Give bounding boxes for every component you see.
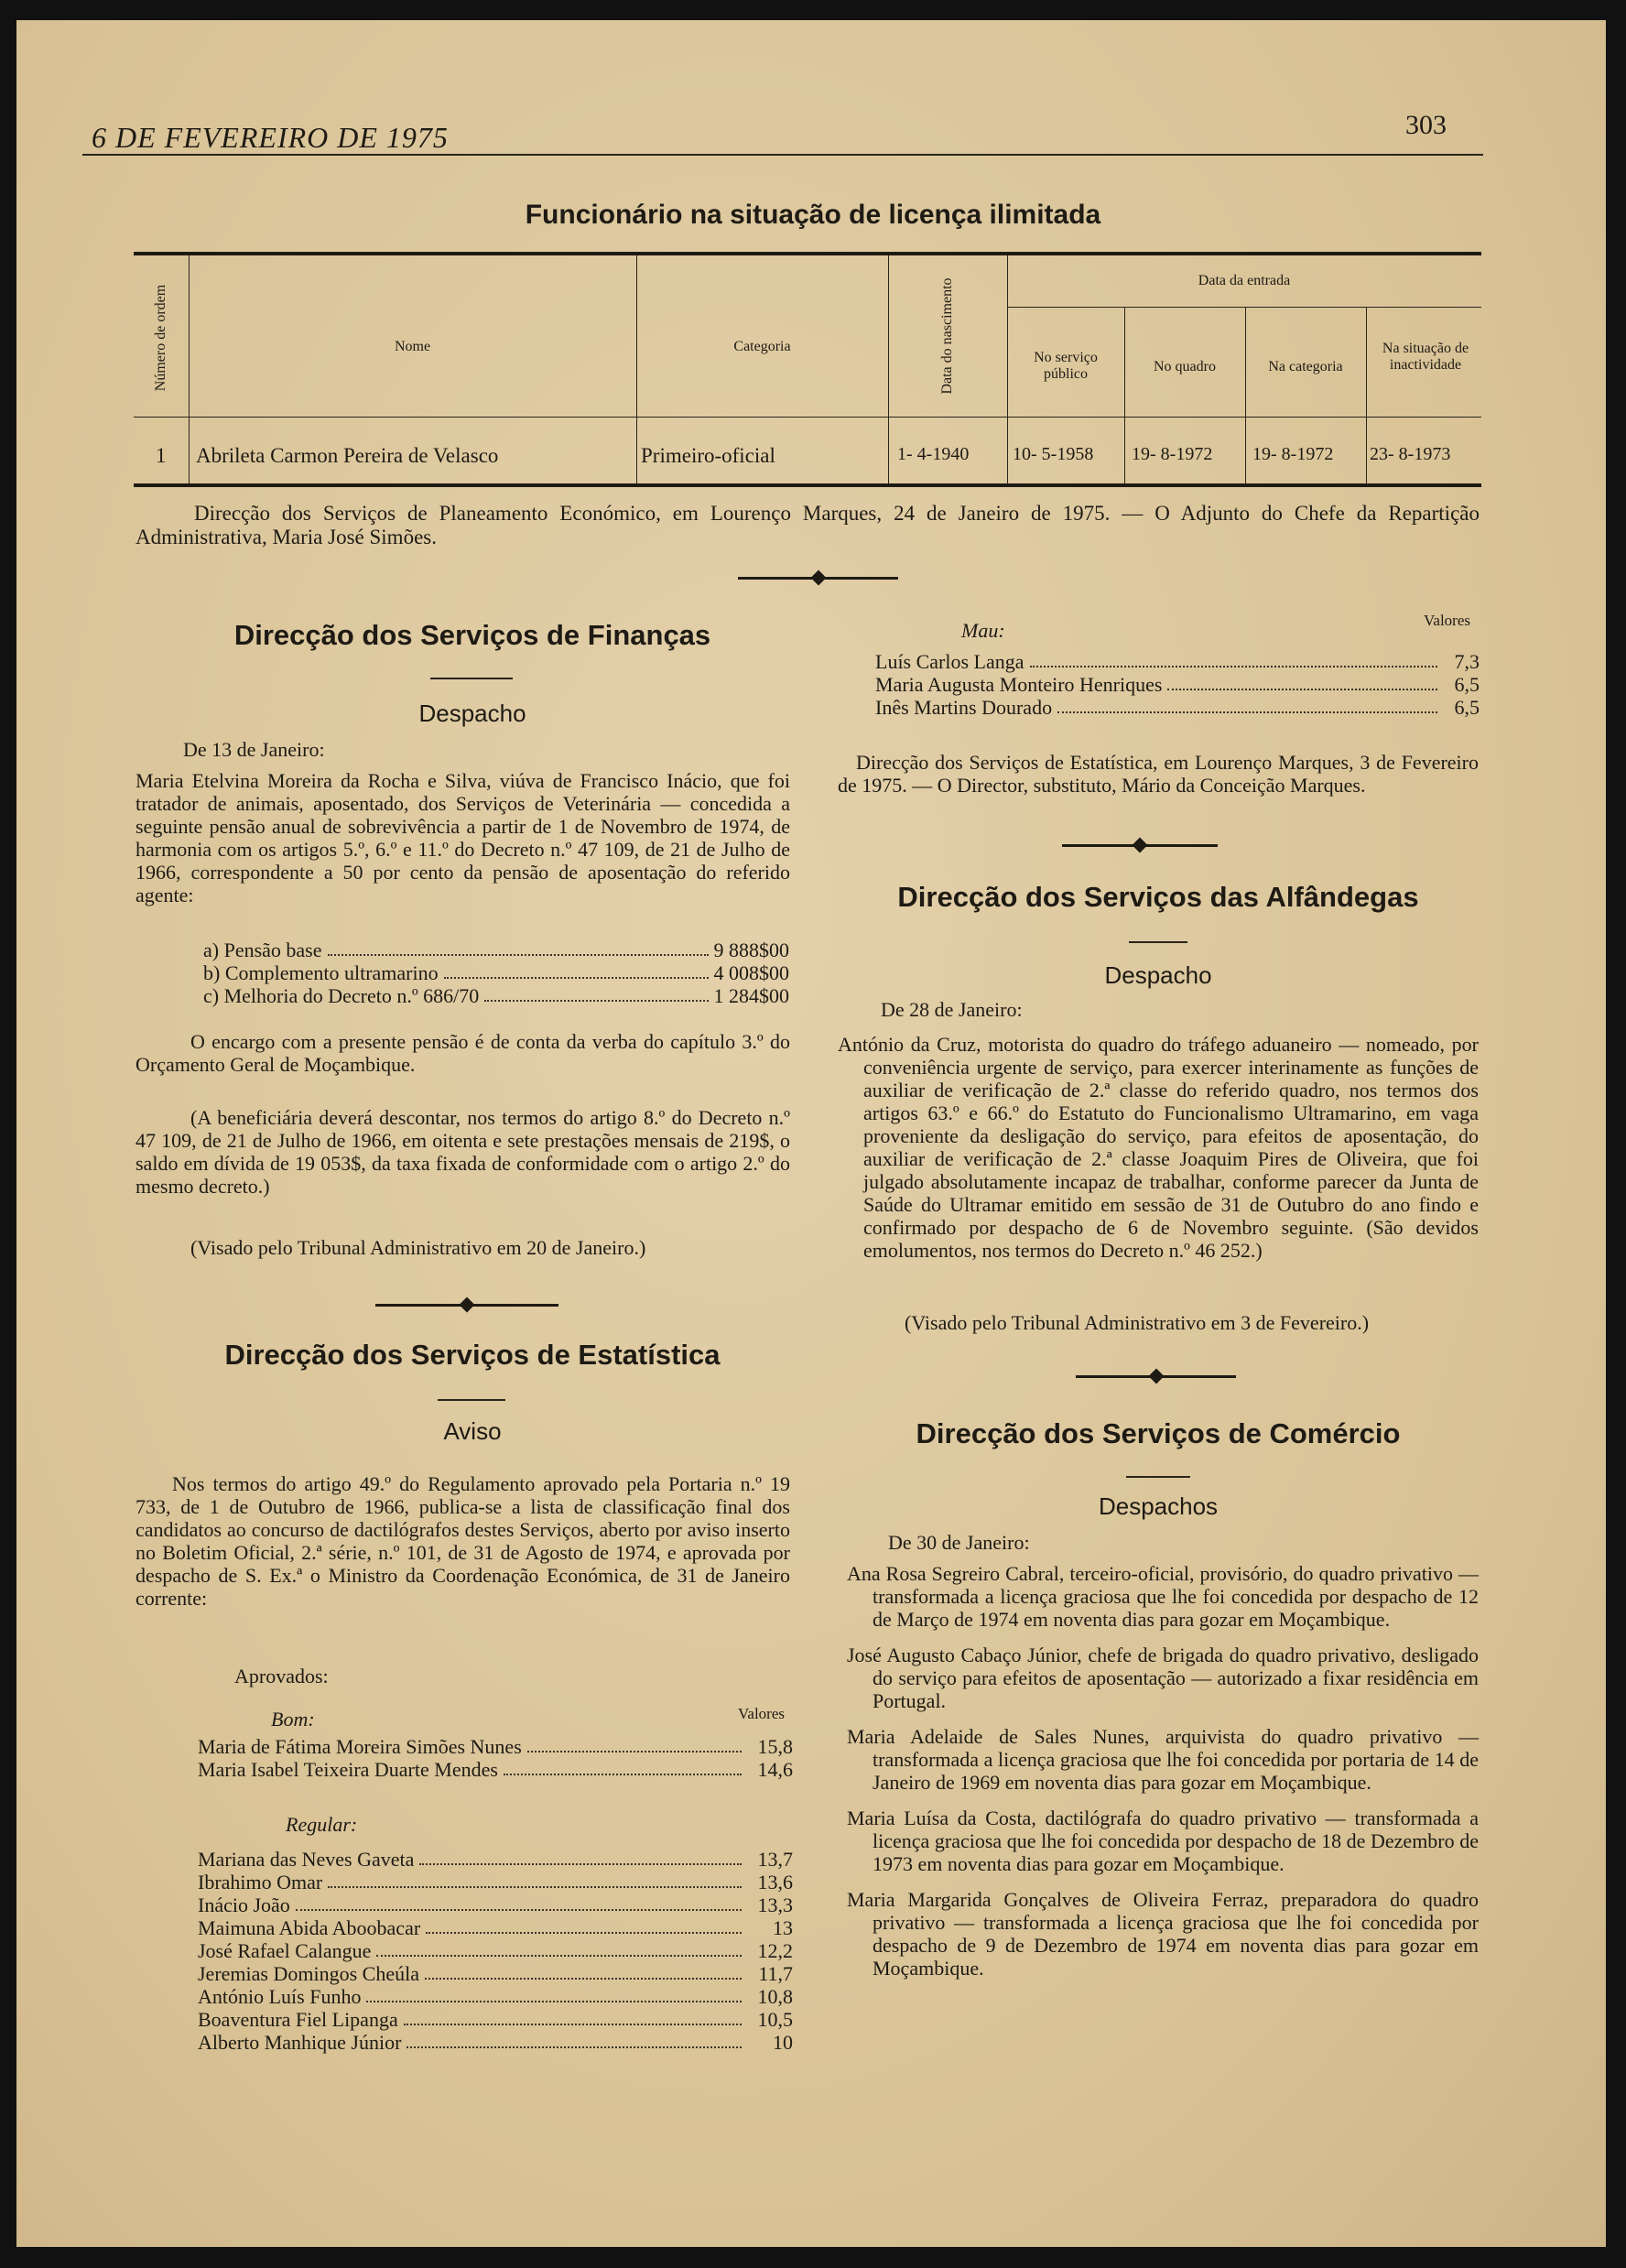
col-number-header: Número de ordem xyxy=(153,284,168,392)
alfandegas-subtitle: Despacho xyxy=(1104,961,1212,989)
table-title: Funcionário na situação de licença ilimitada xyxy=(525,200,1101,230)
alfandegas-title: Direcção dos Serviços das Alfândegas xyxy=(897,881,1419,913)
financas-date: De 13 de Janeiro: xyxy=(183,738,325,761)
list-item: Maimuna Abida Aboobacar 13 xyxy=(198,1916,793,1939)
list-item: José Augusto Cabaço Júnior, chefe de brigada do quadro privativo, desligado do serviço para efeitos de aposentação — autorizado a fixar residência em Portugal. xyxy=(847,1644,1479,1712)
list-item: Alberto Manhique Júnior 10 xyxy=(198,2031,793,2054)
estatistica-signature: Direcção dos Serviços de Estatística, em Lourenço Marques, 3 de Fevereiro de 1975. — O Director, substituto, Mário da Conceição Marques. xyxy=(838,751,1479,797)
estatistica-mau-valores-header: Valores xyxy=(1424,612,1470,629)
table-footnote: Direcção dos Serviços de Planeamento Económico, em Lourenço Marques, 24 de Janeiro de 1975. — O Adjunto do Chefe da Repartição Administrativa, Maria José Simões. xyxy=(136,502,1480,548)
list-item: b) Complemento ultramarino 4 008$00 xyxy=(203,961,789,984)
col-entry-group-header: Data da entrada xyxy=(1198,273,1291,288)
page-number: 303 xyxy=(1405,110,1447,140)
estatistica-bom-label: Bom: xyxy=(271,1708,315,1731)
list-item: c) Melhoria do Decreto n.º 686/70 1 284$00 xyxy=(203,984,789,1007)
estatistica-bom-list xyxy=(198,1735,793,1781)
estatistica-regular-list xyxy=(198,1848,793,2054)
financas-items xyxy=(203,939,789,1007)
list-item: António Luís Funho 10,8 xyxy=(198,1985,793,2008)
header-rule xyxy=(82,154,1483,156)
list-item: Mariana das Neves Gaveta 13,7 xyxy=(198,1848,793,1871)
financas-title: Direcção dos Serviços de Finanças xyxy=(233,619,711,651)
list-item: Ibrahimo Omar 13,6 xyxy=(198,1871,793,1894)
col-name-header: Nome xyxy=(394,339,431,354)
list-item: Jeremias Domingos Cheúla 11,7 xyxy=(198,1962,793,1985)
table-bottom-rule xyxy=(134,483,1481,487)
row-number: 1 xyxy=(156,444,167,467)
financas-p3: (A beneficiária deverá descontar, nos termos do artigo 8.º do Decreto n.º 47 109, de 21 de Julho de 1966, em oitenta e sete prestações mensais de 219$, o saldo em dívida de 19 053$, da taxa fixada de conformidade com o artigo 2.º do mesmo decreto.) xyxy=(136,1106,790,1198)
row-birth: 1- 4-1940 xyxy=(897,444,970,464)
comercio-list xyxy=(847,1562,1479,1992)
row-category: Primeiro-oficial xyxy=(641,444,775,467)
col-inactivity-header: Na situação de inactividade xyxy=(1382,341,1469,373)
section-ornament xyxy=(1062,844,1218,847)
list-item: Maria Margarida Gonçalves de Oliveira Ferraz, preparadora do quadro privativo — transformada a licença graciosa que lhe foi concedida por despacho de 9 de Dezembro de 1974 em noventa dias para gozar em Moçambique. xyxy=(847,1888,1479,1980)
table-group-rule xyxy=(1007,307,1481,308)
col-birth-header: Data do nascimento xyxy=(939,277,955,395)
page-date: 6 DE FEVEREIRO DE 1975 xyxy=(92,121,449,154)
section-ornament xyxy=(375,1304,558,1307)
row-category-date: 19- 8-1972 xyxy=(1252,444,1334,464)
list-item: Inácio João 13,3 xyxy=(198,1894,793,1916)
list-item: Maria Isabel Teixeira Duarte Mendes 14,6 xyxy=(198,1758,793,1781)
col-category-date-header: Na categoria xyxy=(1268,359,1343,374)
financas-visado: (Visado pelo Tribunal Administrativo em 20 de Janeiro.) xyxy=(190,1236,646,1259)
estatistica-mau-label: Mau: xyxy=(961,619,1005,642)
section-ornament xyxy=(1076,1375,1236,1378)
alfandegas-visado: (Visado pelo Tribunal Administrativo em 3 de Fevereiro.) xyxy=(905,1311,1370,1334)
estatistica-regular-label: Regular: xyxy=(286,1813,358,1836)
list-item: Boaventura Fiel Lipanga 10,5 xyxy=(198,2008,793,2031)
comercio-title: Direcção dos Serviços de Comércio xyxy=(916,1417,1401,1449)
financas-p2: O encargo com a presente pensão é de conta da verba do capítulo 3.º do Orçamento Geral de Moçambique. xyxy=(136,1030,790,1076)
table-top-rule xyxy=(134,252,1481,255)
list-item: Inês Martins Dourado 6,5 xyxy=(875,696,1480,719)
col-staff-header: No quadro xyxy=(1154,359,1216,374)
row-service: 10- 5-1958 xyxy=(1013,444,1094,464)
table-header-rule xyxy=(134,417,1481,418)
comercio-subtitle: Despachos xyxy=(1098,1492,1219,1520)
list-item: Maria Augusta Monteiro Henriques 6,5 xyxy=(875,673,1480,696)
estatistica-aprovados: Aprovados: xyxy=(234,1665,329,1687)
list-item: Maria de Fátima Moreira Simões Nunes 15,8 xyxy=(198,1735,793,1758)
list-item: Luís Carlos Langa 7,3 xyxy=(875,650,1480,673)
col-service-header: No serviço público xyxy=(1034,350,1098,382)
col-category-header: Categoria xyxy=(733,339,791,354)
alfandegas-body: António da Cruz, motorista do quadro do tráfego aduaneiro — nomeado, por conveniência urgente de serviço, para exercer interinamente as funções de auxiliar de verificação de 2.ª classe do referido quadro, nos termos dos artigos 63.º e 66.º do Estatuto do Funcionalismo Ultramarino, em vaga proveniente da desligação do serviço, para efeitos de aposentação, do auxiliar de verificação de 2.ª classe Joaquim Pires de Oliveira, que foi julgado absolutamente incapaz de trabalhar, conforme parecer da Junta de Saúde do Ultramar emitido em sessão de 31 de Outubro do ano findo e confirmado por despacho de 6 de Novembro seguinte. (São devidos emolumentos, nos termos do Decreto n.º 46 252.) xyxy=(838,1033,1479,1262)
estatistica-body: Nos termos do artigo 49.º do Regulamento aprovado pela Portaria n.º 19 733, de 1 de Outubro de 1966, publica-se a lista de classificação final dos candidatos ao concurso de dactilógrafos destes Serviços, aberto por aviso inserto no Boletim Oficial, 2.ª série, n.º 101, de 31 de Agosto de 1974, e aprovada por despacho de S. Ex.ª o Ministro da Coordenação Económica, de 31 de Janeiro corrente: xyxy=(136,1472,790,1610)
row-name: Abrileta Carmon Pereira de Velasco xyxy=(196,444,499,467)
list-item: Maria Luísa da Costa, dactilógrafa do quadro privativo — transformada a licença graciosa que lhe foi concedida por despacho de 18 de Dezembro de 1973 em noventa dias para gozar em Moçambique. xyxy=(847,1807,1479,1875)
estatistica-title: Direcção dos Serviços de Estatística xyxy=(224,1339,721,1371)
list-item: a) Pensão base 9 888$00 xyxy=(203,939,789,961)
row-inactivity: 23- 8-1973 xyxy=(1370,444,1451,464)
estatistica-subtitle: Aviso xyxy=(443,1417,502,1445)
list-item: Ana Rosa Segreiro Cabral, terceiro-oficial, provisório, do quadro privativo — transformada a licença graciosa que lhe foi concedida por despacho de 12 de Março de 1974 em noventa dias para gozar em Moçambique. xyxy=(847,1562,1479,1631)
section-ornament xyxy=(738,577,898,580)
comercio-date: De 30 de Janeiro: xyxy=(888,1531,1030,1554)
list-item: José Rafael Calangue 12,2 xyxy=(198,1939,793,1962)
financas-subtitle: Despacho xyxy=(418,700,526,727)
row-staff: 19- 8-1972 xyxy=(1132,444,1213,464)
list-item: Maria Adelaide de Sales Nunes, arquivista do quadro privativo — transformada a licença graciosa que lhe foi concedida por portaria de 14 de Janeiro de 1969 em noventa dias para gozar em Moçambique. xyxy=(847,1725,1479,1794)
alfandegas-date: De 28 de Janeiro: xyxy=(881,998,1023,1021)
financas-body: Maria Etelvina Moreira da Rocha e Silva, viúva de Francisco Inácio, que foi tratador de animais, aposentado, dos Serviços de Veterinária — concedida a seguinte pensão anual de sobrevivência a partir de 1 de Novembro de 1974, de harmonia com os artigos 5.º, 6.º e 11.º do Decreto n.º 47 109, de 21 de Julho de 1966, correspondente a 50 por cento da pensão de aposentação do referido agente: xyxy=(136,769,790,906)
estatistica-mau-list xyxy=(875,650,1480,719)
estatistica-valores-header: Valores xyxy=(738,1705,785,1722)
